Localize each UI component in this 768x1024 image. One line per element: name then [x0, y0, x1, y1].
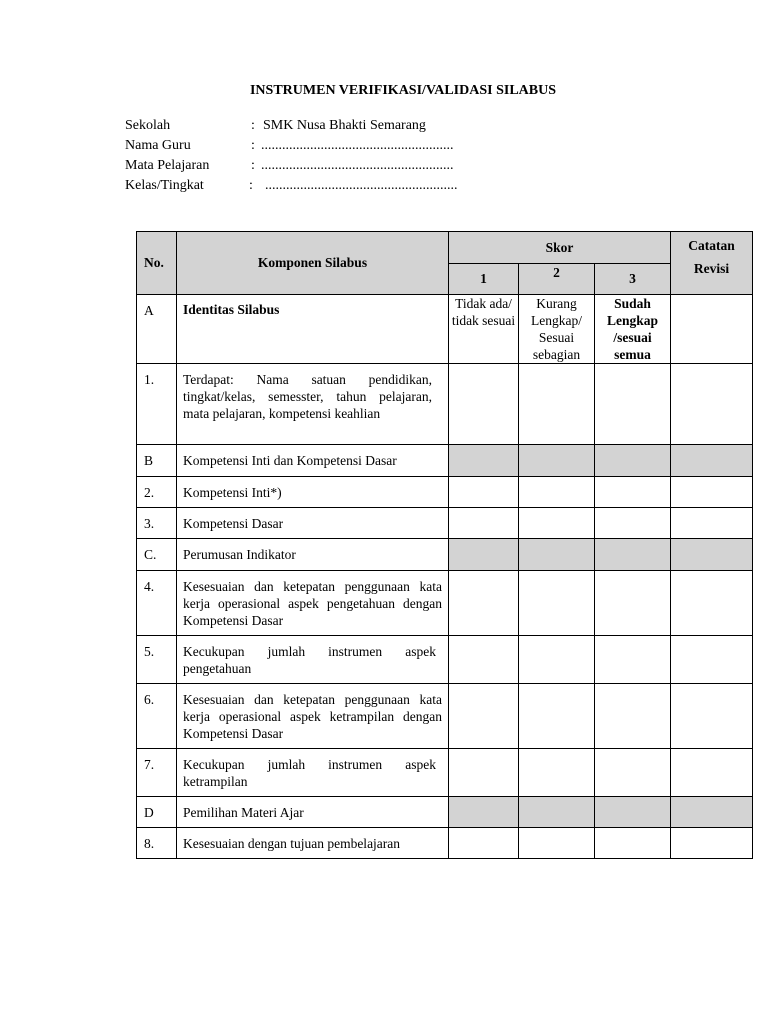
header-catatan: Catatan	[688, 238, 735, 253]
table-row	[137, 445, 753, 477]
score-cell[interactable]	[595, 364, 671, 445]
row-text: Kompetensi Inti dan Kompetensi Dasar	[177, 445, 449, 477]
notes-cell[interactable]	[671, 684, 753, 749]
header-catatan-revisi	[671, 232, 753, 295]
score-2: 2	[519, 264, 595, 295]
notes-cell[interactable]	[671, 508, 753, 539]
row-text: Kesesuaian dan ketepatan penggunaan kata kerja operasional aspek ketrampilan dengan Kompetensi Dasar	[177, 684, 449, 749]
score-cell[interactable]	[519, 636, 595, 684]
row-no: 2.	[137, 477, 177, 508]
score-cell[interactable]	[449, 364, 519, 445]
score-cell[interactable]	[595, 828, 671, 859]
level-1-desc: Tidak ada/ tidak sesuai	[449, 295, 519, 364]
section-label: Identitas Silabus	[177, 295, 449, 364]
info-label: Mata Pelajaran	[125, 158, 210, 173]
shaded-cell	[671, 445, 753, 477]
score-cell[interactable]	[519, 684, 595, 749]
info-colon: :	[251, 158, 255, 173]
shaded-cell	[519, 445, 595, 477]
shaded-cell	[449, 797, 519, 828]
row-no: 5.	[137, 636, 177, 684]
shaded-cell	[519, 797, 595, 828]
shaded-cell	[449, 539, 519, 571]
table-row	[137, 636, 753, 684]
section-no: A	[137, 295, 177, 364]
verification-table	[136, 231, 753, 859]
table-header-row	[137, 232, 753, 264]
score-1: 1	[449, 264, 519, 295]
table-row	[137, 571, 753, 636]
header-komponen: Komponen Silabus	[177, 232, 449, 295]
score-cell[interactable]	[519, 477, 595, 508]
score-cell[interactable]	[449, 684, 519, 749]
level-2-desc: Kurang Lengkap/ Sesuai sebagian	[519, 295, 595, 364]
table-row	[137, 684, 753, 749]
info-label: Kelas/Tingkat	[125, 178, 204, 193]
shaded-cell	[671, 797, 753, 828]
score-cell[interactable]	[595, 636, 671, 684]
row-text: Terdapat: Nama satuan pendidikan, tingkat/kelas, semesster, tahun pelajaran, mata pelajaran, kompetensi keahlian	[177, 364, 449, 445]
row-text: Kesesuaian dengan tujuan pembelajaran	[177, 828, 449, 859]
info-value: .......................................................	[261, 138, 454, 153]
score-cell[interactable]	[449, 477, 519, 508]
notes-cell[interactable]	[671, 571, 753, 636]
table-row	[137, 749, 753, 797]
level-3-desc: Sudah Lengkap /sesuai semua	[595, 295, 671, 364]
score-cell[interactable]	[519, 508, 595, 539]
row-no: 6.	[137, 684, 177, 749]
row-text: Perumusan Indikator	[177, 539, 449, 571]
header-skor: Skor	[449, 232, 671, 264]
score-cell[interactable]	[519, 828, 595, 859]
row-text: Kesesuaian dan ketepatan penggunaan kata kerja operasional aspek pengetahuan dengan Kompetensi Dasar	[177, 571, 449, 636]
score-cell[interactable]	[449, 571, 519, 636]
table-row	[137, 828, 753, 859]
score-cell[interactable]	[449, 828, 519, 859]
table-row	[137, 797, 753, 828]
document-title: INSTRUMEN VERIFIKASI/VALIDASI SILABUS	[249, 83, 557, 98]
row-no: B	[137, 445, 177, 477]
notes-cell[interactable]	[671, 477, 753, 508]
score-cell[interactable]	[595, 571, 671, 636]
score-cell[interactable]	[449, 636, 519, 684]
row-text: Kecukupan jumlah instrumen aspek ketrampilan	[177, 749, 449, 797]
shaded-cell	[449, 445, 519, 477]
score-cell[interactable]	[595, 749, 671, 797]
shaded-cell	[595, 445, 671, 477]
notes-cell[interactable]	[671, 295, 753, 364]
table-row	[137, 539, 753, 571]
notes-cell[interactable]	[671, 364, 753, 445]
table-row	[137, 364, 753, 445]
info-colon: :	[249, 178, 253, 193]
table-row	[137, 477, 753, 508]
shaded-cell	[595, 797, 671, 828]
info-colon: :	[251, 118, 255, 133]
row-no: C.	[137, 539, 177, 571]
info-colon: :	[251, 138, 255, 153]
row-text: Kompetensi Dasar	[177, 508, 449, 539]
section-a-row	[137, 295, 753, 364]
shaded-cell	[595, 539, 671, 571]
shaded-cell	[671, 539, 753, 571]
score-cell[interactable]	[595, 508, 671, 539]
row-text: Kecukupan jumlah instrumen aspek pengetahuan	[177, 636, 449, 684]
score-cell[interactable]	[595, 477, 671, 508]
info-value: .......................................................	[265, 178, 458, 193]
notes-cell[interactable]	[671, 749, 753, 797]
row-text: Pemilihan Materi Ajar	[177, 797, 449, 828]
notes-cell[interactable]	[671, 828, 753, 859]
shaded-cell	[519, 539, 595, 571]
header-revisi: Revisi	[693, 261, 730, 276]
info-value: SMK Nusa Bhakti Semarang	[263, 118, 426, 133]
header-no: No.	[137, 232, 177, 295]
info-value: .......................................................	[261, 158, 454, 173]
notes-cell[interactable]	[671, 636, 753, 684]
score-cell[interactable]	[519, 364, 595, 445]
row-no: 3.	[137, 508, 177, 539]
score-cell[interactable]	[449, 508, 519, 539]
score-cell[interactable]	[519, 749, 595, 797]
score-cell[interactable]	[595, 684, 671, 749]
score-cell[interactable]	[449, 749, 519, 797]
row-no: D	[137, 797, 177, 828]
score-3: 3	[595, 264, 671, 295]
row-no: 1.	[137, 364, 177, 445]
info-label: Nama Guru	[125, 138, 191, 153]
row-no: 8.	[137, 828, 177, 859]
row-text: Kompetensi Inti*)	[177, 477, 449, 508]
score-cell[interactable]	[519, 571, 595, 636]
table-row	[137, 508, 753, 539]
info-label: Sekolah	[125, 118, 171, 133]
row-no: 7.	[137, 749, 177, 797]
row-no: 4.	[137, 571, 177, 636]
